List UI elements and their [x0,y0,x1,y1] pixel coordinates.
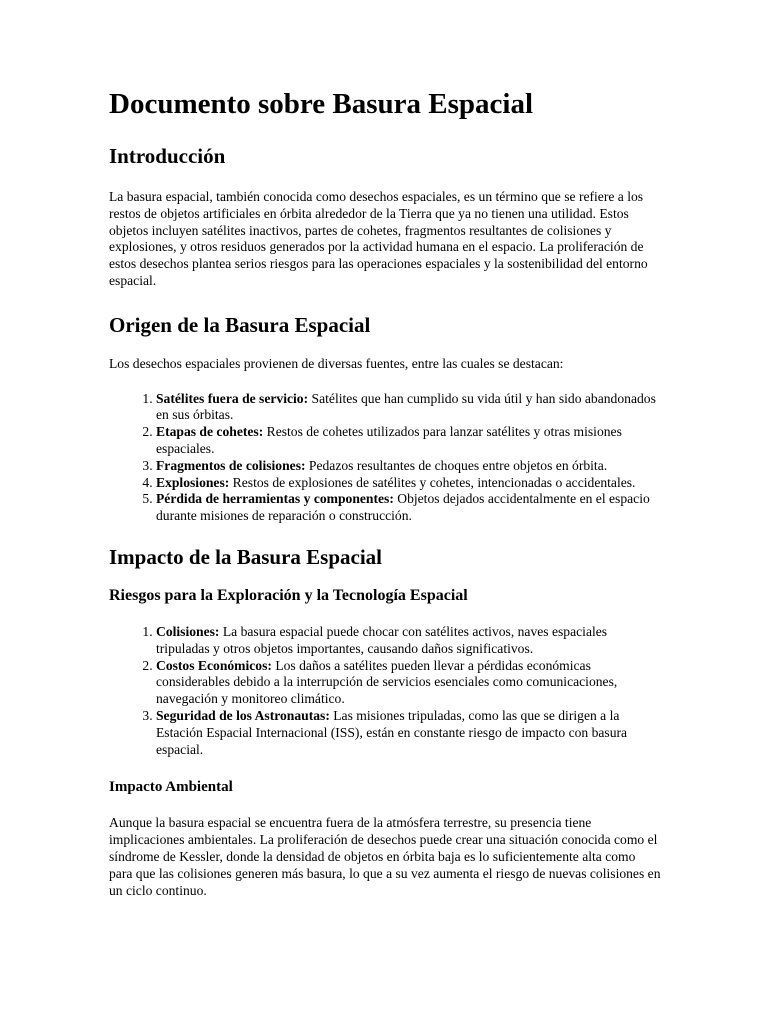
list-item-text: Pedazos resultantes de choques entre objetos en órbita. [305,457,608,473]
risks-heading: Riesgos para la Exploración y la Tecnología Espacial [109,586,468,604]
list-item-text: Objetos dejados accidentalmente en el espacio durante misiones de reparación o construcción. [156,491,650,524]
origin-heading: Origen de la Basura Espacial [109,312,371,337]
list-item-term: Pérdida de herramientas y componentes: [156,491,394,507]
intro-paragraph: La basura espacial, también conocida como desechos espaciales, es un término que se refiere a los restos de objetos artificiales en órbita alrededor de la Tierra que ya no tienen una utilidad. Estos objetos incluyen satélites inactivos, partes de cohetes, fragmentos resultantes de colisiones y explosiones, y otros residuos generados por la actividad humana en el espacio. La proliferación de estos desechos plantea serios riesgos para las operaciones espaciales y la sostenibilidad del entorno espacial. [109,189,648,288]
list-item-text: Restos de explosiones de satélites y cohetes, intencionadas o accidentales. [229,474,636,490]
environmental-heading: Impacto Ambiental [109,779,233,796]
list-item-term: Fragmentos de colisiones: [156,457,306,473]
list-item [156,424,661,458]
intro-heading: Introducción [109,144,226,168]
list-item-term: Costos Económicos: [156,657,272,673]
origin-paragraph: Los desechos espaciales provienen de diversas fuentes, entre las cuales se destacan: [109,355,564,371]
environmental-paragraph: Aunque la basura espacial se encuentra fuera de la atmósfera terrestre, su presencia tiene implicaciones ambientales. La proliferación de desechos puede crear una situación conocida como el síndrome de Kessler, donde la densidad de objetos en órbita baja es lo suficientemente alta como para que las colisiones generen más basura, lo que a su vez aumenta el riesgo de nuevas colisiones en un ciclo continuo. [109,815,661,898]
list-item-term: Etapas de cohetes: [156,424,264,440]
document-page [109,86,661,899]
risks-list [109,624,661,758]
list-item-text: Las misiones tripuladas, como las que se dirigen a la Estación Espacial Internacional (ISS), están en constante riesgo de impacto con basura espacial. [156,707,628,757]
list-item-text: Satélites que han cumplido su vida útil y han sido abandonados en sus órbitas. [156,390,656,423]
list-item [156,658,661,708]
list-item-term: Seguridad de los Astronautas: [156,707,330,723]
list-item-term: Colisiones: [156,623,220,639]
list-item-term: Explosiones: [156,474,230,490]
list-item-term: Satélites fuera de servicio: [156,390,309,406]
list-item [156,708,661,758]
list-item [156,391,661,425]
list-item [156,624,661,658]
list-item [156,475,661,492]
list-item-text: Restos de cohetes utilizados para lanzar satélites y otras misiones espaciales. [156,424,622,456]
origin-list [109,391,661,525]
impact-heading: Impacto de la Basura Espacial [109,544,383,569]
list-item [156,491,661,525]
list-item-text: Los daños a satélites pueden llevar a pérdidas económicas considerables debido a la interrupción de servicios esenciales como comunicaciones, navegación y monitoreo climático. [156,657,618,707]
list-item [156,458,661,475]
list-item-text: La basura espacial puede chocar con satélites activos, naves espaciales tripuladas y otros objetos importantes, causando daños significativos. [156,623,608,656]
document-title: Documento sobre Basura Espacial [109,88,534,120]
